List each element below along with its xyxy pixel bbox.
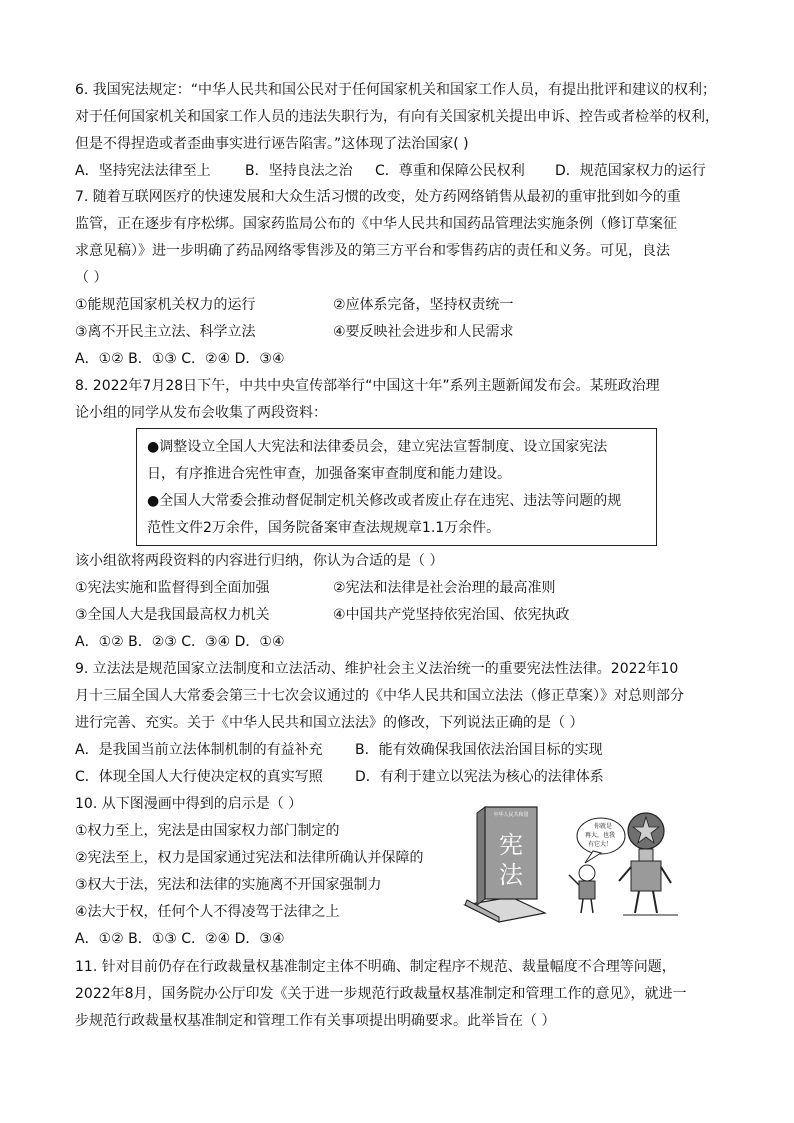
q6-stem-line-2: 对于任何国家机关和国家工作人员的违法失职行为，有向有关国家机关提出申诉、控告或者检举的权利，	[75, 109, 719, 125]
q8-stem-line-1: 8. 2022年7月28日下午，中共中央宣传部举行“中国这十年”系列主题新闻发布会。某班政治理	[75, 378, 660, 394]
q9-option-d: D．有利于建立以宪法为核心的法律体系	[355, 769, 604, 785]
q8-question: 该小组欲将两段资料的内容进行归纳，你认为合适的是（ ）	[75, 553, 444, 569]
bubble-line-2: 再大，也我	[584, 832, 616, 839]
q8-item-1: ①宪法实施和监督得到全面加强	[75, 580, 270, 596]
q9-stem-line-3: 进行完善、充实。关于《中华人民共和国立法法》的修改，下列说法正确的是（ ）	[75, 715, 584, 731]
q8-material-line-2: 日，有序推进合宪性审查，加强备案审查制度和能力建设。	[147, 466, 511, 482]
q11-stem-line-1: 11. 针对目前仍存在行政裁量权基准制定主体不明确、制定程序不规范、裁量幅度不合理等问题，	[75, 959, 676, 975]
book-char-1: 宪	[499, 831, 523, 859]
q8-material-box	[136, 428, 657, 546]
q8-item-2: ②宪法和法律是社会治理的最高准则	[333, 580, 556, 596]
q9-stem-line-1: 9. 立法法是规范国家立法制度和立法活动、维护社会主义法治统一的重要宪法性法律。2022年10	[75, 661, 679, 677]
q11-stem-line-2: 2022年8月，国务院办公厅印发《关于进一步规范行政裁量权基准制定和管理工作的意见》，就进一	[75, 986, 687, 1002]
book-title: 中华人民共和国	[493, 812, 529, 818]
q8-material-line-4: 范性文件2万余件，国务院备案审查法规规章1.1万余件。	[147, 520, 501, 536]
q6-stem-line-3: 但是不得捏造或者歪曲事实进行诬告陷害。”这体现了法治国家( )	[75, 136, 469, 152]
q10-item-4: ④法大于权，任何个人不得凌驾于法律之上	[75, 904, 340, 920]
q7-answer-choices: A．①② B．①③ C．②④ D．③④	[75, 351, 285, 367]
q9-option-a: A．是我国当前立法体制机制的有益补充	[75, 742, 323, 758]
q7-item-2: ②应体系完备，坚持权责统一	[333, 297, 514, 313]
q7-item-1: ①能规范国家机关权力的运行	[75, 297, 256, 313]
q11-stem-line-3: 步规范行政裁量权基准制定和管理工作有关事项提出明确要求。此举旨在（ ）	[75, 1013, 556, 1029]
q6-option-d: D．规范国家权力的运行	[555, 163, 706, 179]
q10-item-3: ③权大于法，宪法和法律的实施离不开国家强制力	[75, 877, 382, 893]
q7-stem-line-2: 监管，正在逐步有序松绑。国家药监局公布的《中华人民共和国药品管理法实施条例（修订草案征	[75, 216, 677, 232]
q7-item-3: ③离不开民主立法、科学立法	[75, 324, 256, 340]
q6-option-b: B．坚持良法之治	[245, 163, 353, 179]
q10-item-2: ②宪法至上，权力是国家通过宪法和法律所确认并保障的	[75, 850, 424, 866]
q9-option-b: B．能有效确保我国依法治国目标的实现	[355, 742, 603, 758]
q9-option-c: C．体现全国人大行使决定权的真实写照	[75, 769, 323, 785]
q7-stem-line-4: （ ）	[75, 270, 108, 286]
q8-material-line-1: ●调整设立全国人大宪法和法律委员会，建立宪法宣誓制度、设立国家宪法	[147, 439, 608, 455]
q8-stem-line-2: 论小组的同学从发布会收集了两段资料：	[75, 405, 327, 421]
q8-item-4: ④中国共产党坚持依宪治国、依宪执政	[333, 607, 570, 623]
constitution-cartoon	[463, 801, 685, 923]
q10-item-1: ①权力至上，宪法是由国家权力部门制定的	[75, 823, 340, 839]
q10-answer-choices: A．①② B．①③ C．②④ D．③④	[75, 931, 285, 947]
book-char-2: 法	[499, 861, 523, 889]
q8-material-line-3: ●全国人大常委会推动督促制定机关修改或者废止存在违宪、违法等问题的规	[147, 493, 622, 509]
bubble-line-3: 有它大！	[587, 841, 613, 848]
q10-stem: 10. 从下图漫画中得到的启示是（ ）	[75, 796, 303, 812]
q6-option-a: A．坚持宪法法律至上	[75, 163, 211, 179]
q9-stem-line-2: 月十三届全国人大常委会第三十七次会议通过的《中华人民共和国立法法（修正草案）》对总则部分	[75, 688, 684, 704]
q8-answer-choices: A．①② B．②③ C．③④ D．①④	[75, 634, 285, 650]
q6-option-c: C．尊重和保障公民权利	[375, 163, 525, 179]
bubble-line-1: 你就是	[593, 823, 613, 830]
q6-stem-line-1: 6. 我国宪法规定：“中华人民共和国公民对于任何国家机关和国家工作人员，有提出批评和建议的权利；	[75, 82, 717, 98]
q7-stem-line-3: 求意见稿）》进一步明确了药品网络零售涉及的第三方平台和零售药店的责任和义务。可见，良法	[75, 243, 670, 259]
q8-item-3: ③全国人大是我国最高权力机关	[75, 607, 270, 623]
q7-stem-line-1: 7. 随着互联网医疗的快速发展和大众生活习惯的改变，处方药网络销售从最初的重审批到如今的重	[75, 189, 681, 205]
q7-item-4: ④要反映社会进步和人民需求	[333, 324, 514, 340]
